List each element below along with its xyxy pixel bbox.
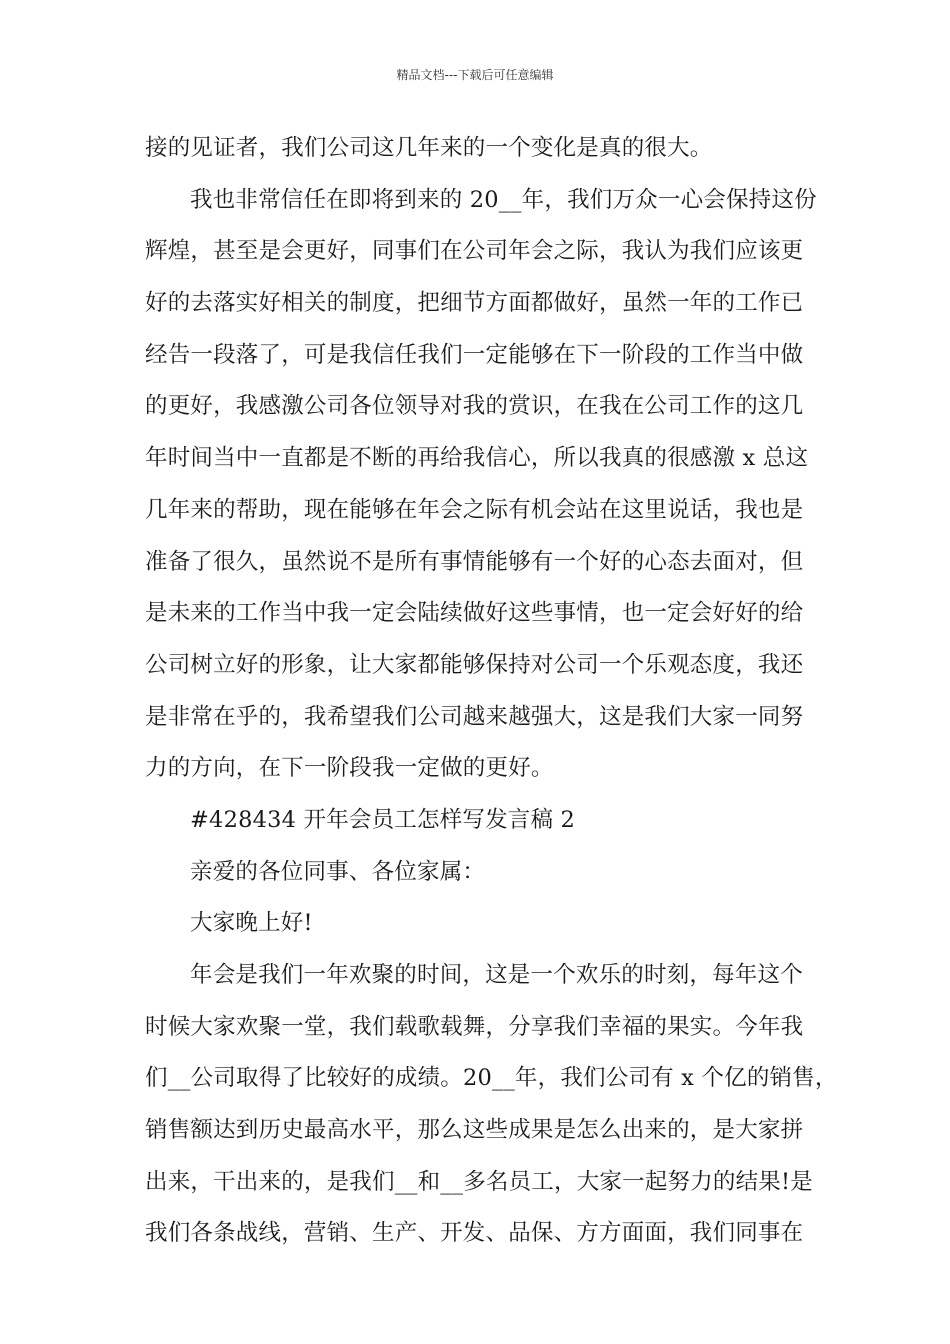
text-line: 时候大家欢聚一堂，我们载歌载舞，分享我们幸福的果实。今年我 [145, 1013, 804, 1040]
text-line: 出来，干出来的，是我们__和__多名员工，大家一起努力的结果!是 [145, 1168, 813, 1195]
section-heading: #428434 开年会员工怎样写发言稿 2 [190, 806, 576, 833]
page-header: 精品文档---下载后可任意编辑 [396, 68, 554, 82]
text-line: 力的方向，在下一阶段我一定做的更好。 [145, 755, 554, 782]
text-line: 几年来的帮助，现在能够在年会之际有机会站在这里说话，我也是 [145, 496, 804, 523]
text-line: 是未来的工作当中我一定会陆续做好这些事情，也一定会好好的给 [145, 600, 804, 627]
salutation: 亲爱的各位同事、各位家属： [190, 858, 486, 885]
text-line: 准备了很久，虽然说不是所有事情能够有一个好的心态去面对，但 [145, 548, 804, 575]
text-line: 们__公司取得了比较好的成绩。20__年，我们公司有 x 个亿的销售， [145, 1065, 838, 1092]
text-line: 经告一段落了，可是我信任我们一定能够在下一阶段的工作当中做 [145, 341, 804, 368]
paragraph-start: 年会是我们一年欢聚的时间，这是一个欢乐的时刻，每年这个 [190, 962, 803, 988]
text-line: 接的见证者，我们公司这几年来的一个变化是真的很大。 [145, 135, 713, 161]
document-body [145, 128, 838, 1265]
text-line: 公司树立好的形象，让大家都能够保持对公司一个乐观态度，我还 [145, 651, 804, 678]
text-line: 辉煌，甚至是会更好，同事们在公司年会之际，我认为我们应该更 [145, 238, 804, 265]
text-line: 销售额达到历史最高水平，那么这些成果是怎么出来的，是大家拼 [145, 1117, 804, 1144]
greeting: 大家晚上好! [190, 910, 313, 937]
text-line: 年时间当中一直都是不断的再给我信心，所以我真的很感激 x 总这 [145, 445, 809, 472]
text-line: 我们各条战线，营销、生产、开发、品保、方方面面，我们同事在 [145, 1220, 804, 1247]
text-line: 好的去落实好相关的制度，把细节方面都做好，虽然一年的工作已 [145, 290, 804, 317]
text-line: 是非常在乎的，我希望我们公司越来越强大，这是我们大家一同努 [145, 703, 804, 730]
text-line: 的更好，我感激公司各位领导对我的赏识，在我在公司工作的这几 [145, 393, 804, 420]
paragraph-start: 我也非常信任在即将到来的 20__年，我们万众一心会保持这份 [190, 186, 817, 213]
